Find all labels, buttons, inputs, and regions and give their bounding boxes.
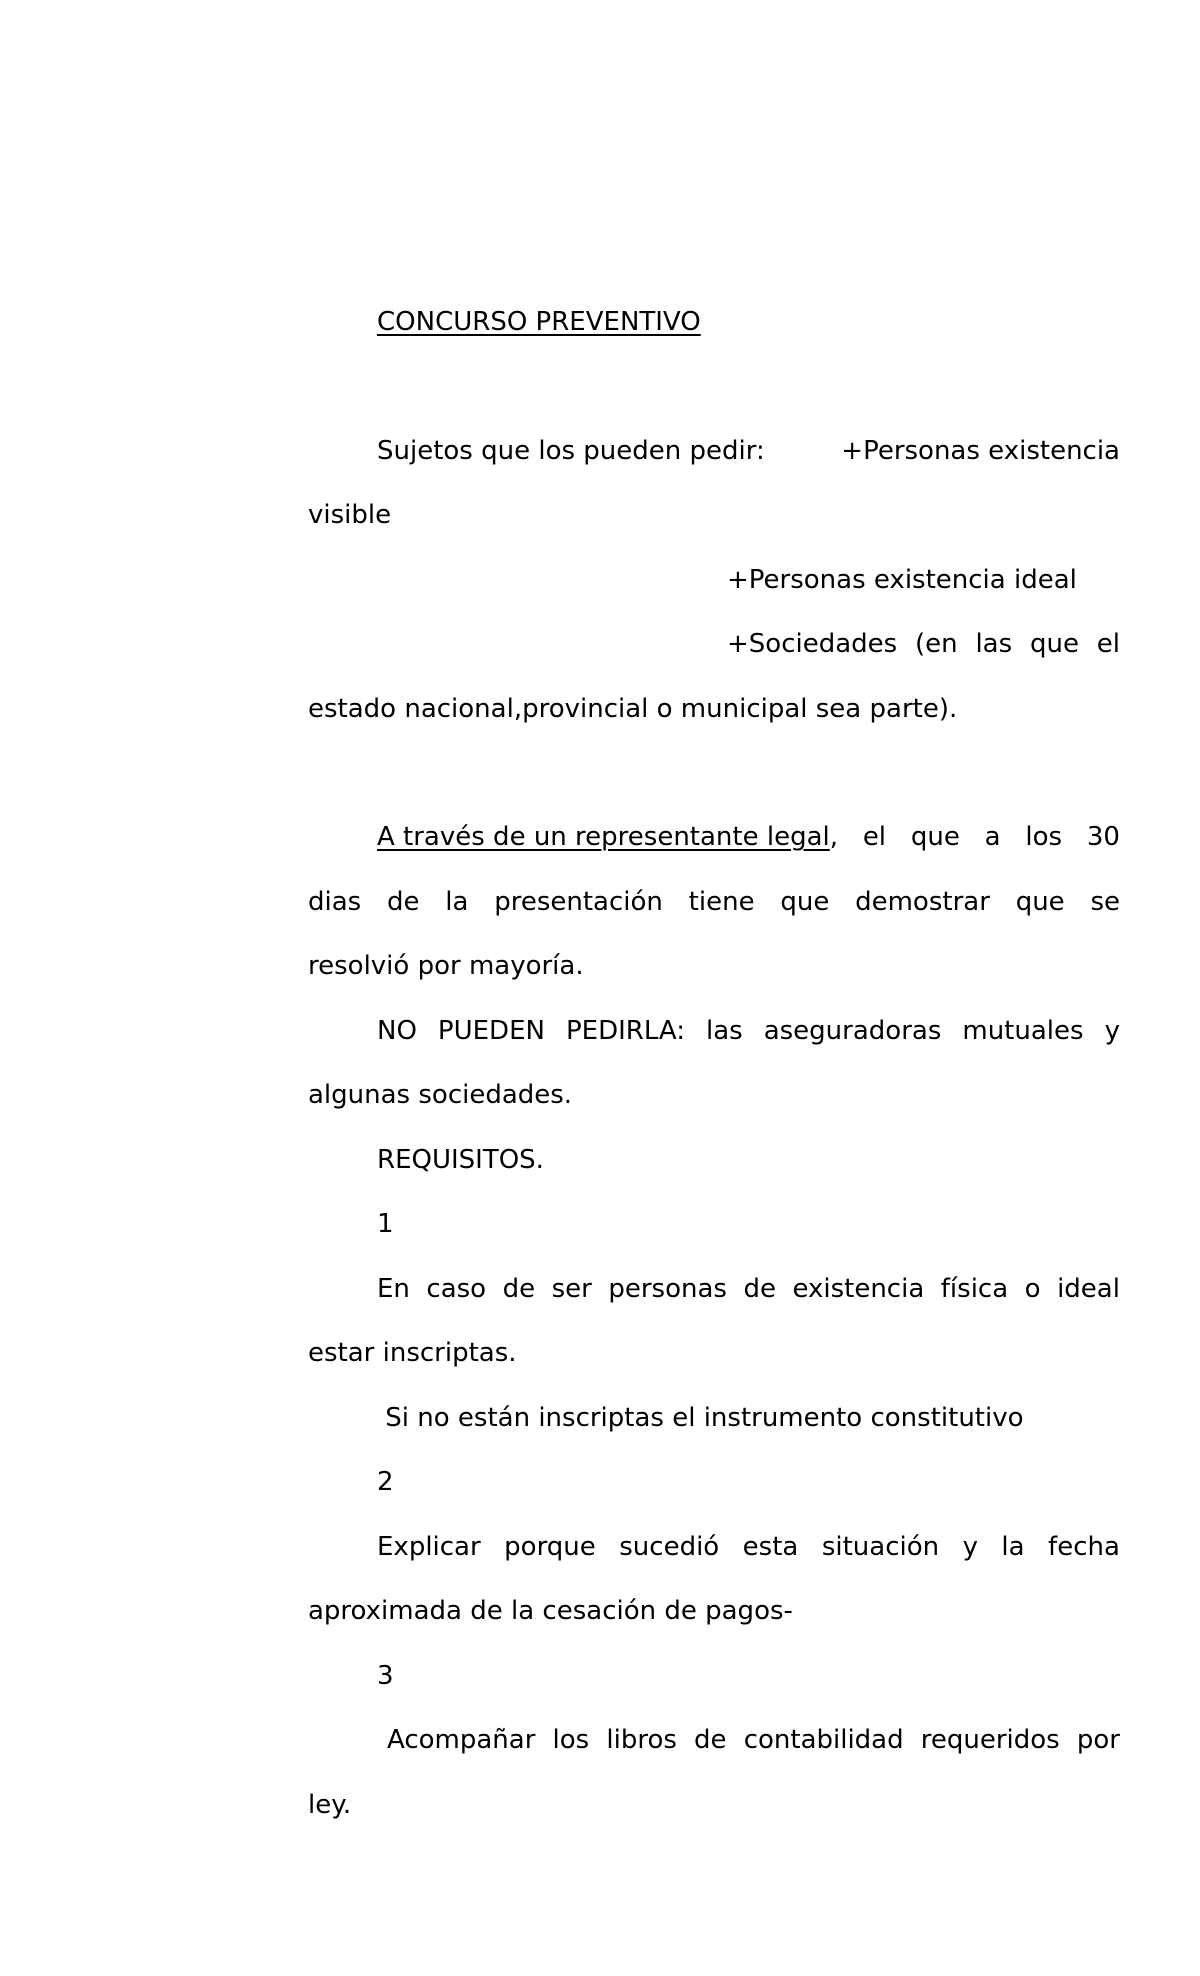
word: mutuales	[962, 1016, 1084, 1046]
word: (en	[915, 629, 958, 659]
subjects-item-2: +Personas existencia ideal	[727, 565, 1077, 595]
subjects-line-1	[377, 435, 1120, 467]
word: física	[940, 1274, 1009, 1304]
word: situación	[821, 1532, 940, 1562]
word: fecha	[1048, 1532, 1120, 1562]
word: el	[1096, 629, 1120, 659]
word: Explicar	[377, 1532, 481, 1562]
requirement-1-number: 1	[377, 1209, 394, 1239]
representative-line-1	[377, 821, 1120, 853]
word: que	[780, 887, 830, 917]
representative-lead	[377, 821, 838, 853]
word: o	[1024, 1274, 1041, 1304]
word: la	[445, 887, 469, 917]
representative-line-2	[308, 886, 1120, 918]
word: de	[694, 1725, 727, 1755]
requirement-2-line-2: aproximada de la cesación de pagos-	[308, 1596, 793, 1626]
word: que	[1029, 629, 1079, 659]
cannot-request-line-2: algunas sociedades.	[308, 1080, 573, 1110]
word: esta	[742, 1532, 799, 1562]
word: ,	[829, 822, 839, 852]
word: a	[984, 822, 1001, 852]
requirement-3-number: 3	[377, 1661, 394, 1691]
requirement-3-line-2: ley.	[308, 1790, 352, 1820]
word: de	[387, 887, 420, 917]
word: que	[1015, 887, 1065, 917]
word: NO	[377, 1016, 417, 1046]
word: de	[743, 1274, 776, 1304]
word: En	[377, 1274, 410, 1304]
word: existencia	[792, 1274, 925, 1304]
requirement-2-number: 2	[377, 1467, 394, 1497]
word: porque	[504, 1532, 596, 1562]
requirement-1-line-1	[377, 1273, 1120, 1305]
word: de	[502, 1274, 536, 1304]
representative-line-3: resolvió por mayoría.	[308, 951, 584, 981]
word: Acompañar	[387, 1725, 536, 1755]
document-title: CONCURSO PREVENTIVO	[377, 307, 701, 337]
word: PUEDEN	[437, 1016, 545, 1046]
subjects-item-1: +Personas existencia	[841, 436, 1120, 466]
word: aseguradoras	[763, 1016, 942, 1046]
word: tiene	[688, 887, 755, 917]
word: +Sociedades	[727, 629, 898, 659]
word: 30	[1086, 822, 1120, 852]
word: ideal	[1057, 1274, 1120, 1304]
requirement-2-line-1	[377, 1531, 1120, 1563]
word: y	[1104, 1016, 1120, 1046]
requirement-1-line-2: estar inscriptas.	[308, 1338, 517, 1368]
word: caso	[426, 1274, 487, 1304]
word: y	[962, 1532, 978, 1562]
word: libros	[606, 1725, 677, 1755]
subjects-item-3	[727, 628, 1120, 660]
word: requeridos	[920, 1725, 1060, 1755]
cannot-request-line-1	[377, 1015, 1120, 1047]
word: los	[1025, 822, 1063, 852]
word: PEDIRLA:	[565, 1016, 685, 1046]
word: que	[910, 822, 960, 852]
word: la	[1001, 1532, 1025, 1562]
word: las	[975, 629, 1013, 659]
subjects-item-3-continuation: estado nacional,provincial o municipal sea parte).	[308, 694, 958, 724]
requirement-1-note: Si no están inscriptas el instrumento constitutivo	[377, 1403, 1024, 1433]
word: los	[552, 1725, 590, 1755]
word: dias	[308, 887, 362, 917]
word: por	[1076, 1725, 1120, 1755]
requirement-3-line-1	[387, 1724, 1120, 1756]
subjects-item-1-continuation: visible	[308, 500, 392, 530]
word: las	[706, 1016, 743, 1046]
word: contabilidad	[743, 1725, 904, 1755]
word: personas	[608, 1274, 727, 1304]
requirements-heading: REQUISITOS.	[377, 1145, 544, 1175]
word: se	[1090, 887, 1120, 917]
representative-underlined: A través de un representante legal	[377, 822, 830, 852]
subjects-label: Sujetos que los pueden pedir:	[377, 436, 765, 466]
word: demostrar	[855, 887, 990, 917]
word: sucedió	[619, 1532, 720, 1562]
word: el	[862, 822, 887, 852]
word: ser	[551, 1274, 592, 1304]
word: presentación	[494, 887, 663, 917]
